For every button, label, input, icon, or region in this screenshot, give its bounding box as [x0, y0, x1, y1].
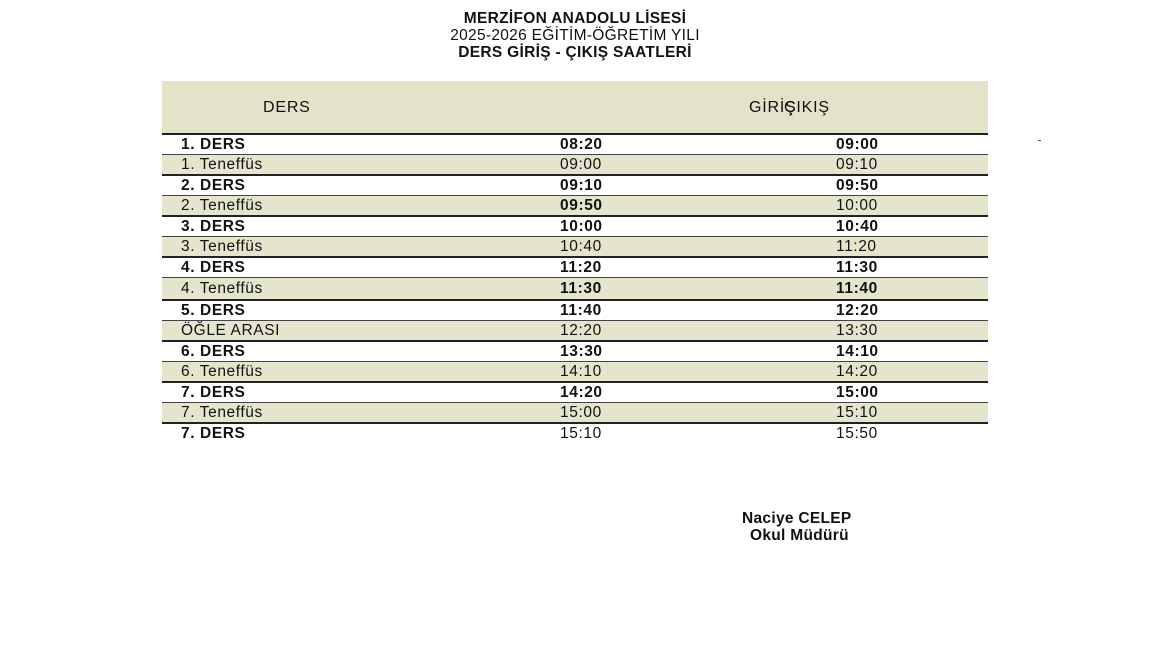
row-end: 13:30 — [814, 321, 988, 342]
row-name: 3. Teneffüs — [162, 237, 536, 258]
row-end: 14:20 — [814, 362, 988, 383]
row-start: 11:40 — [536, 300, 814, 321]
principal-title: Okul Müdürü — [750, 527, 849, 544]
row-name: 4. DERS — [162, 257, 536, 278]
row-end: 10:00 — [814, 196, 988, 217]
table-row — [162, 257, 988, 278]
column-header-cikis: ÇIKIŞ — [814, 81, 988, 134]
stray-mark — [1038, 140, 1041, 141]
table-row — [162, 196, 988, 217]
table-row — [162, 341, 988, 362]
table-row — [162, 134, 988, 155]
row-end: 09:00 — [814, 134, 988, 155]
table-row — [162, 423, 988, 443]
document-title: DERS GİRİŞ - ÇIKIŞ SAATLERİ — [458, 44, 692, 61]
row-name: 3. DERS — [162, 216, 536, 237]
row-name: ÖĞLE ARASI — [162, 321, 536, 342]
row-start: 12:20 — [536, 321, 814, 342]
table-row — [162, 237, 988, 258]
row-name: 4. Teneffüs — [162, 278, 536, 301]
row-name: 5. DERS — [162, 300, 536, 321]
row-name: 6. DERS — [162, 341, 536, 362]
row-name: 6. Teneffüs — [162, 362, 536, 383]
column-header-ders: DERS — [162, 81, 536, 134]
row-end: 09:10 — [814, 155, 988, 176]
row-end: 11:20 — [814, 237, 988, 258]
table-row — [162, 382, 988, 403]
signature-block — [733, 510, 933, 544]
table-header-row — [162, 81, 988, 134]
row-name: 1. DERS — [162, 134, 536, 155]
row-name: 2. Teneffüs — [162, 196, 536, 217]
row-name: 1. Teneffüs — [162, 155, 536, 176]
row-start: 10:40 — [536, 237, 814, 258]
table-row — [162, 362, 988, 383]
school-name: MERZİFON ANADOLU LİSESİ — [463, 10, 687, 27]
row-end: 11:40 — [814, 278, 988, 301]
row-start: 11:30 — [536, 278, 814, 301]
row-start: 10:00 — [536, 216, 814, 237]
row-end: 15:00 — [814, 382, 988, 403]
row-end: 09:50 — [814, 175, 988, 196]
row-name: 7. Teneffüs — [162, 403, 536, 424]
row-end: 12:20 — [814, 300, 988, 321]
row-start: 14:20 — [536, 382, 814, 403]
row-start: 11:20 — [536, 257, 814, 278]
academic-year: 2025-2026 EĞİTİM-ÖĞRETİM YILI — [450, 27, 700, 44]
table-row — [162, 300, 988, 321]
table-row — [162, 403, 988, 424]
document-header — [0, 10, 1150, 61]
row-start: 09:50 — [536, 196, 814, 217]
table-row — [162, 321, 988, 342]
principal-name: Naciye CELEP — [742, 510, 852, 527]
row-start: 08:20 — [536, 134, 814, 155]
row-start: 09:10 — [536, 175, 814, 196]
column-header-giris: GİRİŞ — [536, 81, 814, 134]
row-end: 15:10 — [814, 403, 988, 424]
row-start: 09:00 — [536, 155, 814, 176]
row-name: 7. DERS — [181, 425, 246, 442]
row-name: 2. DERS — [162, 175, 536, 196]
row-start: 15:10 — [560, 425, 602, 442]
table-row — [162, 278, 988, 301]
table-row — [162, 155, 988, 176]
table-row — [162, 216, 988, 237]
schedule-table — [162, 81, 988, 443]
row-name: 7. DERS — [162, 382, 536, 403]
row-end: 11:30 — [814, 257, 988, 278]
row-end: 15:50 — [836, 425, 878, 442]
row-end: 10:40 — [814, 216, 988, 237]
row-end: 14:10 — [814, 341, 988, 362]
row-start: 15:00 — [536, 403, 814, 424]
row-start: 13:30 — [536, 341, 814, 362]
table-row — [162, 175, 988, 196]
row-start: 14:10 — [536, 362, 814, 383]
